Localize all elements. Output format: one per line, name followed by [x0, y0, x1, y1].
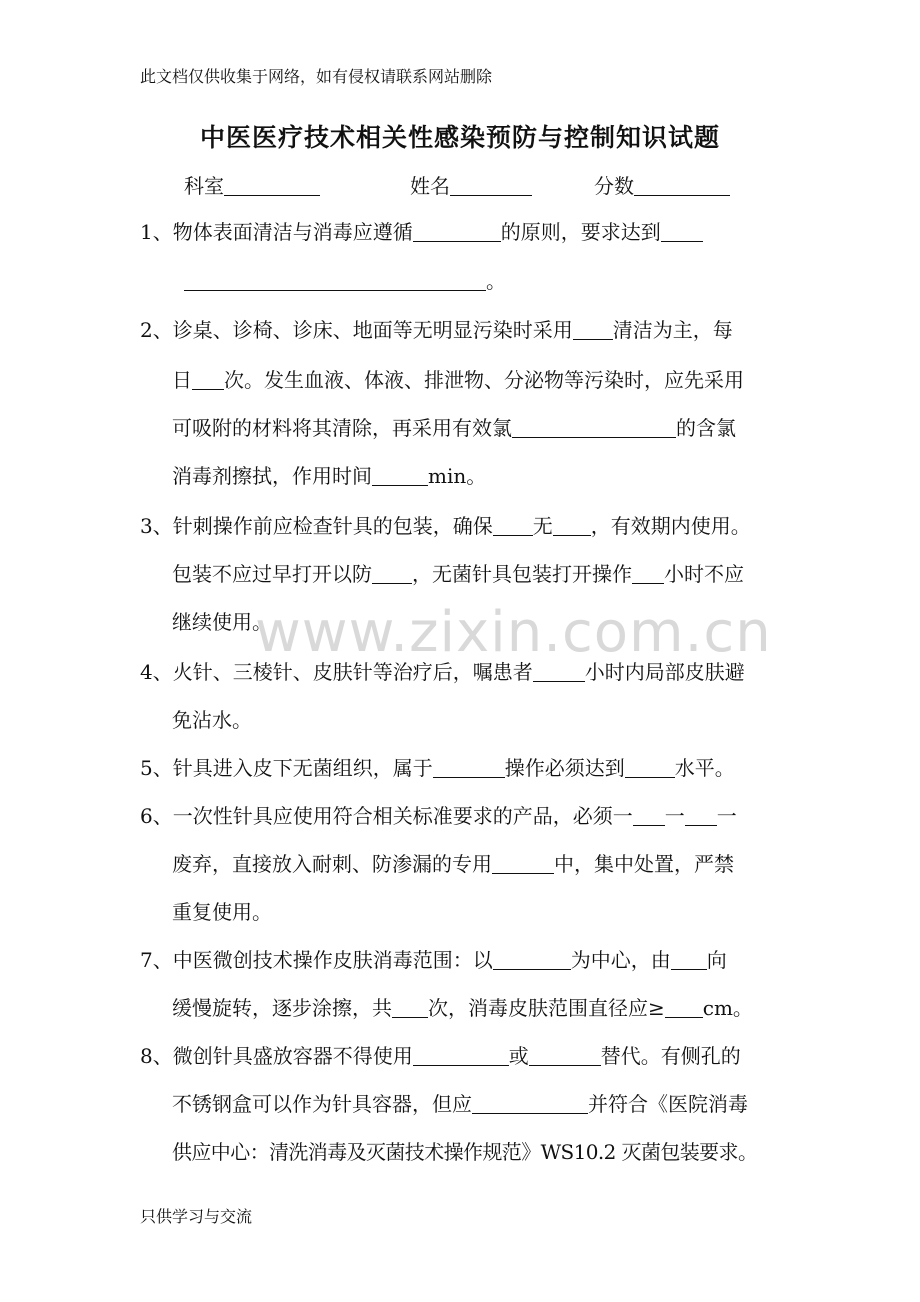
question-8-line-3: 供应中心：清洗消毒及灭菌技术操作规范》WS10.2 灭菌包装要求。 [172, 1140, 758, 1164]
watermark: www.zixin.com.cn [255, 600, 772, 665]
score-blank[interactable] [634, 175, 730, 196]
answer-blank[interactable] [392, 997, 428, 1018]
header-note: 此文档仅供收集于网络，如有侵权请联系网站删除 [140, 67, 493, 86]
answer-blank[interactable] [413, 1045, 509, 1066]
question-3-line-2: 包装不应过早打开以防 ，无菌针具包装打开操作 小时不应 [172, 562, 744, 586]
question-4-line-1: 4、火针、三棱针、皮肤针等治疗后，嘱患者 小时内局部皮肤避 [140, 660, 745, 684]
answer-blank[interactable] [433, 757, 505, 778]
question-7-line-1: 7、中医微创技术操作皮肤消毒范围：以 为中心，由 向 [140, 948, 727, 972]
question-2-line-4: 消毒剂擦拭，作用时间 min。 [172, 464, 487, 488]
question-5-line-1: 5、针具进入皮下无菌组织，属于 操作必须达到 水平。 [140, 756, 735, 780]
field-name: 姓名 [410, 170, 532, 199]
question-6-line-3: 重复使用。 [172, 900, 272, 924]
answer-blank[interactable] [573, 319, 613, 340]
answer-blank[interactable] [529, 1045, 601, 1066]
question-6-line-1: 6、一次性针具应使用符合相关标准要求的产品，必须一 一 一 [140, 804, 737, 828]
answer-blank[interactable] [512, 417, 676, 438]
question-7-line-2: 缓慢旋转，逐步涂擦，共 次，消毒皮肤范围直径应≥ cm。 [172, 996, 753, 1020]
answer-blank[interactable] [472, 1093, 588, 1114]
answer-blank[interactable] [533, 661, 585, 682]
answer-blank[interactable] [625, 757, 675, 778]
answer-blank[interactable] [553, 515, 591, 536]
question-6-line-2: 废弃，直接放入耐刺、防渗漏的专用 中，集中处置，严禁 [172, 852, 734, 876]
dept-blank[interactable] [224, 175, 320, 196]
question-2-line-3: 可吸附的材料将其清除，再采用有效氯 的含氯 [172, 416, 736, 440]
answer-blank[interactable] [413, 221, 501, 242]
page-title: 中医医疗技术相关性感染预防与控制知识试题 [199, 123, 720, 152]
answer-blank[interactable] [685, 805, 717, 826]
answer-blank[interactable] [372, 465, 428, 486]
question-3-line-1: 3、针刺操作前应检查针具的包装，确保 无 ，有效期内使用。 [140, 514, 751, 538]
question-8-line-2: 不锈钢盒可以作为针具容器，但应 并符合《医院消毒 [172, 1092, 748, 1116]
answer-blank[interactable] [661, 221, 703, 242]
answer-blank[interactable] [192, 369, 224, 390]
question-1-line-1: 1、物体表面清洁与消毒应遵循 的原则，要求达到 [140, 218, 703, 246]
field-score: 分数 [594, 170, 730, 199]
answer-blank[interactable] [671, 949, 707, 970]
answer-blank[interactable] [633, 805, 665, 826]
question-4-line-2: 免沾水。 [172, 708, 252, 732]
answer-blank[interactable] [493, 515, 533, 536]
question-8-line-1: 8、微创针具盛放容器不得使用 或 替代。有侧孔的 [140, 1044, 741, 1068]
answer-blank[interactable] [632, 563, 664, 584]
question-2-line-1: 2、诊桌、诊椅、诊床、地面等无明显污染时采用 清洁为主，每 [140, 318, 733, 342]
footer-note: 只供学习与交流 [140, 1207, 253, 1226]
question-2-line-2: 日 次。发生血液、体液、排泄物、分泌物等污染时，应先采用 [172, 368, 744, 392]
field-dept: 科室 [184, 170, 320, 199]
answer-blank[interactable] [493, 949, 571, 970]
question-1-line-2: 。 [184, 267, 506, 295]
answer-blank[interactable] [665, 997, 703, 1018]
name-blank[interactable] [450, 175, 532, 196]
answer-blank[interactable] [372, 563, 412, 584]
answer-blank[interactable] [184, 270, 486, 291]
answer-blank[interactable] [492, 853, 554, 874]
question-3-line-3: 继续使用。 [172, 610, 272, 634]
